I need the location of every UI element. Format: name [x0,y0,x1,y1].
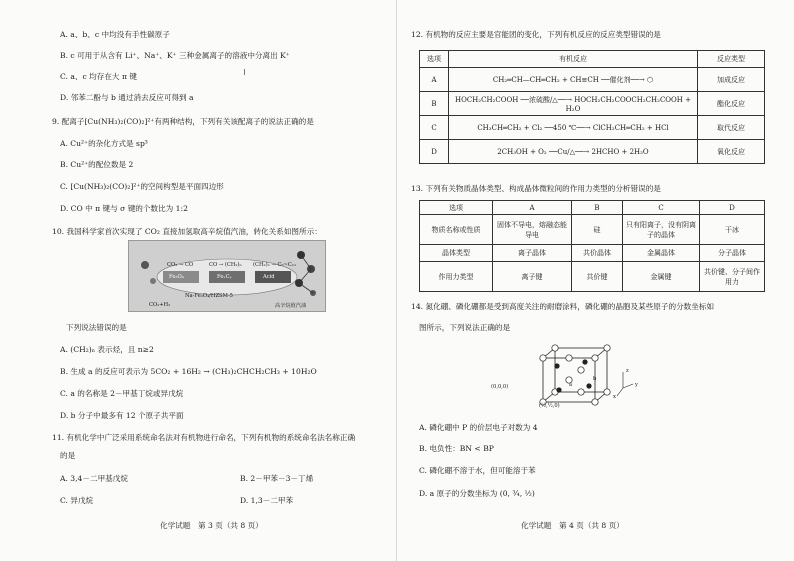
q11-option-d: D. 1,3－二甲苯 [240,496,294,505]
q12-table [419,50,765,164]
q8-option-d: D. 邻苯二酚与 b 通过消去反应可得到 a [60,93,194,102]
table-row [420,68,765,92]
q13-header: D [700,201,765,215]
q11-option-a: A. 3,4－二甲基戊烷 [60,474,128,483]
q14-stem-cont: 图所示，下列说法正确的是 [419,323,511,332]
table-row [420,245,765,262]
q9-option-c: C. [Cu(NH₃)₂(CO)₂]²⁺的空间构型是平面四边形 [60,182,224,191]
q10-stage3: Acid [263,274,275,280]
q9-option-a: A. Cu²⁺的杂化方式是 sp³ [60,139,148,148]
q12-cell: CH₃CH═CH₂ + Cl₂ ──450 ℃──→ ClCH₂CH═CH₂ + HCl [449,116,698,140]
q13-cell: 只有阳离子，没有阴离子的晶体 [623,215,700,245]
q10-option-a: A. (CH₂)ₙ 表示烃，且 n≥2 [60,345,154,354]
page-4 [397,0,794,561]
q11-option-c: C. 异戊烷 [60,496,94,505]
q14-option-a: A. 磷化硼中 P 的价层电子对数为 4 [419,423,538,432]
q14-coord-label: (½,½,0) [539,403,560,409]
q12-cell: A [420,68,449,92]
q10-option-d: D. b 分子中最多有 12 个原子共平面 [60,411,184,420]
q12-cell: CH₂═CH—CH═CH₂ + CH≡CH ──催化剂──→ ⬡ [449,68,698,92]
pen-mark-icon [244,69,247,75]
q10-step1: CO₂ → CO [167,262,194,268]
table-row [420,215,765,245]
q12-cell: B [420,92,449,116]
page-3-footer: 化学试题 第 3 页（共 8 页） [160,521,263,530]
q10-product-label: 高辛烷值汽油 [275,303,307,309]
q10-stem: 10. 我国科学家首次实现了 CO₂ 直接加氢取高辛烷值汽油，转化关系如图所示： [52,227,322,236]
q10-step2: CO → (CH₂)ₙ [209,262,242,268]
q14-crystal-figure [515,340,635,412]
q12-cell: 酯化反应 [698,92,765,116]
q14-option-d: D. a 原子的分数坐标为 (0, ¾, ½) [419,489,535,498]
page-4-footer: 化学试题 第 4 页（共 8 页） [521,521,624,530]
q9-option-d: D. CO 中 π 键与 σ 键的个数比为 1:2 [60,204,188,213]
q13-cell: 离子键 [493,262,572,292]
table-row [420,262,765,292]
q14-axis-x: x [613,394,616,400]
q12-cell: 加成反应 [698,68,765,92]
q14-option-c: C. 磷化硼不溶于水，但可能溶于苯 [419,466,536,475]
q13-table [419,200,765,292]
q13-cell: 晶体类型 [420,245,493,262]
q12-cell: HOCH₂CH₂COOH ──浓硫酸/△──→ HOCH₂CH₂COOCH₂CH₂COOH + H₂O [449,92,698,116]
q8-option-c: C. a、c 均存在大 π 键 [60,72,137,81]
q14-stem: 14. 氮化硼、磷化硼都是受到高度关注的耐磨涂料，磷化硼的晶胞及某些原子的分数坐标如 [411,302,715,311]
q10-co2-label: CO₂+H₂ [149,302,171,308]
q13-header: B [572,201,623,215]
q10-option-c: C. a 的名称是 2－甲基丁烷或异戊烷 [60,389,184,398]
q12-stem: 12. 有机物的反应主要是官能团的变化，下列有机反应的反应类型错误的是 [411,30,661,39]
q13-stem: 13. 下列有关物质晶体类型、构成晶体微粒间的作用力类型的分析错误的是 [411,184,661,193]
q12-cell: 取代反应 [698,116,765,140]
q12-header-reaction: 有机反应 [449,51,698,68]
q13-header: C [623,201,700,215]
q12-cell: C [420,116,449,140]
q10-stage2: FeₓCᵧ [217,274,232,280]
q11-stem: 11. 有机化学中广泛采用系统命名法对有机物进行命名，下列有机物的系统命名法名称正确 [52,433,356,442]
q10-figure [128,240,326,312]
q13-cell: 干冰 [700,215,765,245]
q12-header-type: 反应类型 [698,51,765,68]
table-row [420,116,765,140]
q10-catalyst: Na-Fe₃O₄/HZSM-5 [185,293,233,299]
q13-cell: 共价晶体 [572,245,623,262]
q10-step3: (CH₂)ₙ → C₅~C₁₁ [253,262,297,268]
table-row [420,92,765,116]
q14-origin-label: (0,0,0) [491,384,509,390]
q9-stem: 9. 配离子[Cu(NH₃)₂(CO)₂]²⁺有两种结构，下列有关该配离子的说法正确的是 [52,117,314,126]
q12-cell: 2CH₃OH + O₂ ──Cu/△──→ 2HCHO + 2H₂O [449,140,698,164]
q13-cell: 固体不导电，熔融态能导电 [493,215,572,245]
q8-option-b: B. c 可用于从含有 Li⁺、Na⁺、K⁺ 三种金属离子的溶液中分离出 K⁺ [60,51,290,60]
q11-option-b: B. 2－甲苯－3－丁烯 [240,474,314,483]
q13-cell: 金属键 [623,262,700,292]
q10-prompt: 下列说法错误的是 [66,323,127,332]
q14-axis-z: z [626,368,629,374]
q8-option-a: A. a、b、c 中均没有手性碳原子 [60,30,170,39]
q13-cell: 共价键、分子间作用力 [700,262,765,292]
q14-atom-a-label: a [569,382,573,388]
q11-stem-cont: 的是 [60,451,76,460]
q13-cell: 共价键 [572,262,623,292]
q12-cell: D [420,140,449,164]
q12-cell: 氧化反应 [698,140,765,164]
q13-cell: 金属晶体 [623,245,700,262]
q13-header: 选项 [420,201,493,215]
q13-cell: 分子晶体 [700,245,765,262]
q10-stage1: Fe₃O₄ [169,274,184,280]
q14-option-b: B. 电负性：BN < BP [419,444,494,453]
q13-header: A [493,201,572,215]
q13-cell: 离子晶体 [493,245,572,262]
q10-option-b: B. 生成 a 的反应可表示为 5CO₂ + 16H₂ → (CH₃)₂CHCH₂CH₃ + 10H₂O [60,367,317,376]
q13-cell: 硅 [572,215,623,245]
q12-header-option: 选项 [420,51,449,68]
q13-cell: 物质名称或性质 [420,215,493,245]
q13-cell: 作用力类型 [420,262,493,292]
q14-axis-y: y [635,382,638,388]
table-row [420,140,765,164]
q9-option-b: B. Cu²⁺的配位数是 2 [60,160,134,169]
q14-atom-b-label: b [593,376,597,382]
